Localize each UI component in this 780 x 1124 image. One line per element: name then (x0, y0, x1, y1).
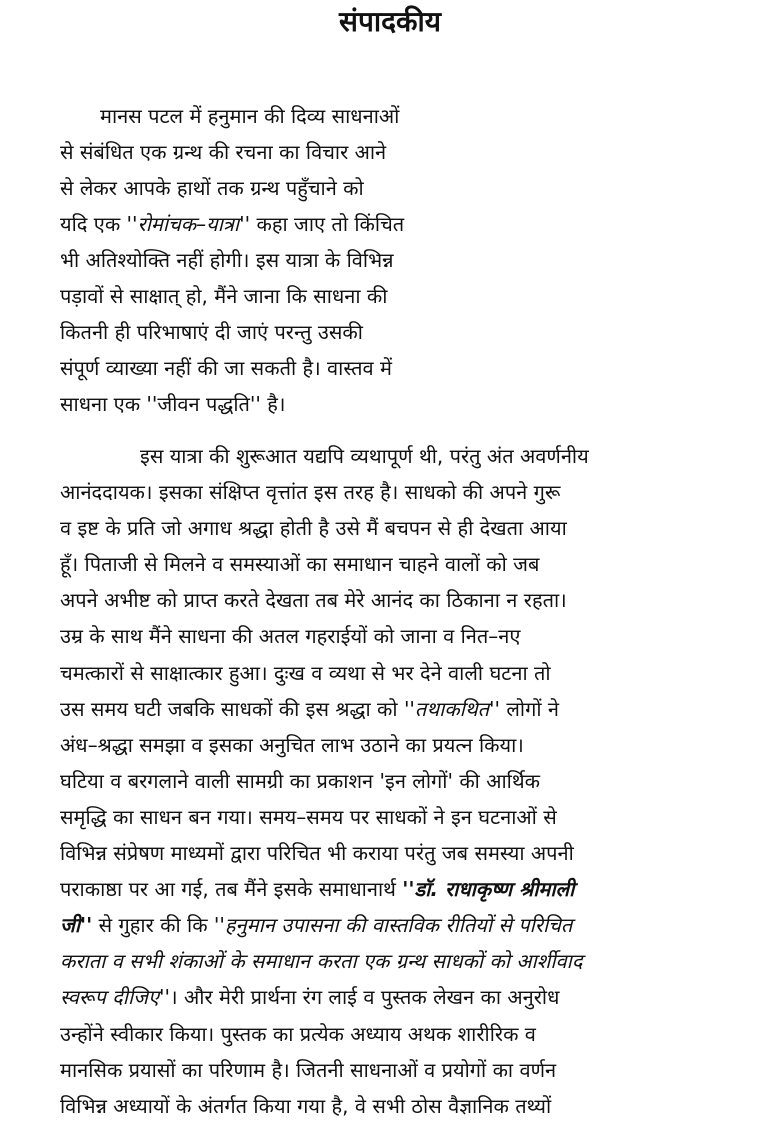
text-line (60, 979, 720, 1015)
page-title: संपादकीय (339, 5, 441, 38)
author-name: जी'' (60, 913, 93, 938)
text-line: अपने अभीष्ट को प्राप्त करते देखता तब मेरे आनंद का ठिकाना न रहता। (60, 588, 567, 613)
text-line: पड़ावों से साक्षात् हो, मैंने जाना कि साधना की (60, 284, 388, 308)
text-line: आनंददायक। इसका संक्षिप्त वृत्तांत इस तरह है। साधको की अपने गुरू (60, 480, 561, 505)
text-line: अंध–श्रद्धा समझा व इसका अनुचित लाभ उठाने का प्रयत्न किया। (60, 732, 524, 757)
text-line (60, 691, 720, 727)
text-run: । और मेरी प्रार्थना रंग लाई व पुस्तक लेखन का अनुरोध (170, 985, 560, 1010)
paragraph-intro (60, 98, 490, 422)
text-run: से गुहार की कि (92, 913, 214, 938)
text-line: से लेकर आपके हाथों तक ग्रन्थ पहुँचाने को (60, 176, 364, 200)
text-line (60, 206, 490, 242)
text-line: से संबंधित एक ग्रन्थ की रचना का विचार आने (60, 140, 387, 164)
author-name: ''डॉ. राधाकृष्ण श्रीमाली (402, 877, 575, 902)
text-line: विभिन्न अध्यायों के अंतर्गत किया गया है, वे सभी ठोस वैज्ञानिक तथ्यों (60, 1093, 552, 1118)
quoted-phrase: ''रोमांचक–यात्रा'' (126, 212, 251, 236)
quoted-phrase: ''तथाकथित'' (403, 696, 501, 721)
paragraph-main (60, 438, 720, 1124)
text-line: मानस पटल में हनुमान की दिव्य साधनाओं (100, 104, 400, 128)
text-line: समृद्धि का साधन बन गया। समय–समय पर साधकों ने इन घटनाओं से (60, 804, 557, 829)
text-run: लोगों ने (500, 696, 560, 721)
text-line: मानसिक प्रयासों का परिणाम है। जितनी साधनाओं व प्रयोगों का वर्णन (60, 1057, 557, 1082)
text-line: इस यात्रा की शुरूआत यद्यपि व्यथापूर्ण थी, परंतु अंत अवर्णनीय (140, 444, 589, 468)
text-line: संपूर्ण व्याख्या नहीं की जा सकती है। वास्तव में (60, 356, 392, 380)
quoted-request: ''हनुमान उपासना की वास्तविक रीतियों से परिचित (213, 913, 573, 938)
text-run: यदि एक (60, 212, 127, 236)
text-line: चमत्कारों से साक्षात्कार हुआ। दुःख व व्यथा से भर देने वाली घटना तो (60, 660, 551, 685)
text-line: व इष्ट के प्रति जो अगाध श्रद्धा होती है उसे मैं बचपन से ही देखता आया (60, 516, 567, 541)
text-line: हूँ। पिताजी से मिलने व समस्याओं का समाधान चाहने वालों को जब (60, 552, 540, 577)
text-run: पराकाष्ठा पर आ गई, तब मैंने इसके समाधानार्थ (60, 877, 403, 902)
text-line: साधना एक ''जीवन पद्धति'' है। (60, 392, 286, 416)
text-line (60, 943, 720, 979)
quoted-request: स्वरूप दीजिए'' (60, 985, 171, 1010)
text-run: कहा जाए तो किंचित (250, 212, 405, 236)
quoted-request: कराता व सभी शंकाओं के समाधान करता एक ग्रन्थ साधकों को आर्शीवाद (60, 949, 583, 974)
text-line (60, 871, 720, 907)
text-line: विभिन्न संप्रेषण माध्यमों द्वारा परिचित भी कराया परंतु जब समस्या अपनी (60, 841, 574, 866)
text-line: उन्होंने स्वीकार किया। पुस्तक का प्रत्येक अध्याय अथक शारीरिक व (60, 1021, 536, 1046)
text-line: उम्र के साथ मैंने साधना की अतल गहराईयों को जाना व नित–नए (60, 624, 521, 649)
text-line: कितनी ही परिभाषाएं दी जाएं परन्तु उसकी (60, 320, 363, 344)
text-line: भी अतिश्योक्ति नहीं होगी। इस यात्रा के विभिन्न (60, 248, 394, 272)
text-line: घटिया व बरगलाने वाली सामग्री का प्रकाशन 'इन लोगों' की आर्थिक (60, 768, 540, 793)
text-line (60, 907, 720, 943)
text-run: उस समय घटी जबकि साधकों की इस श्रद्धा को (60, 696, 404, 721)
